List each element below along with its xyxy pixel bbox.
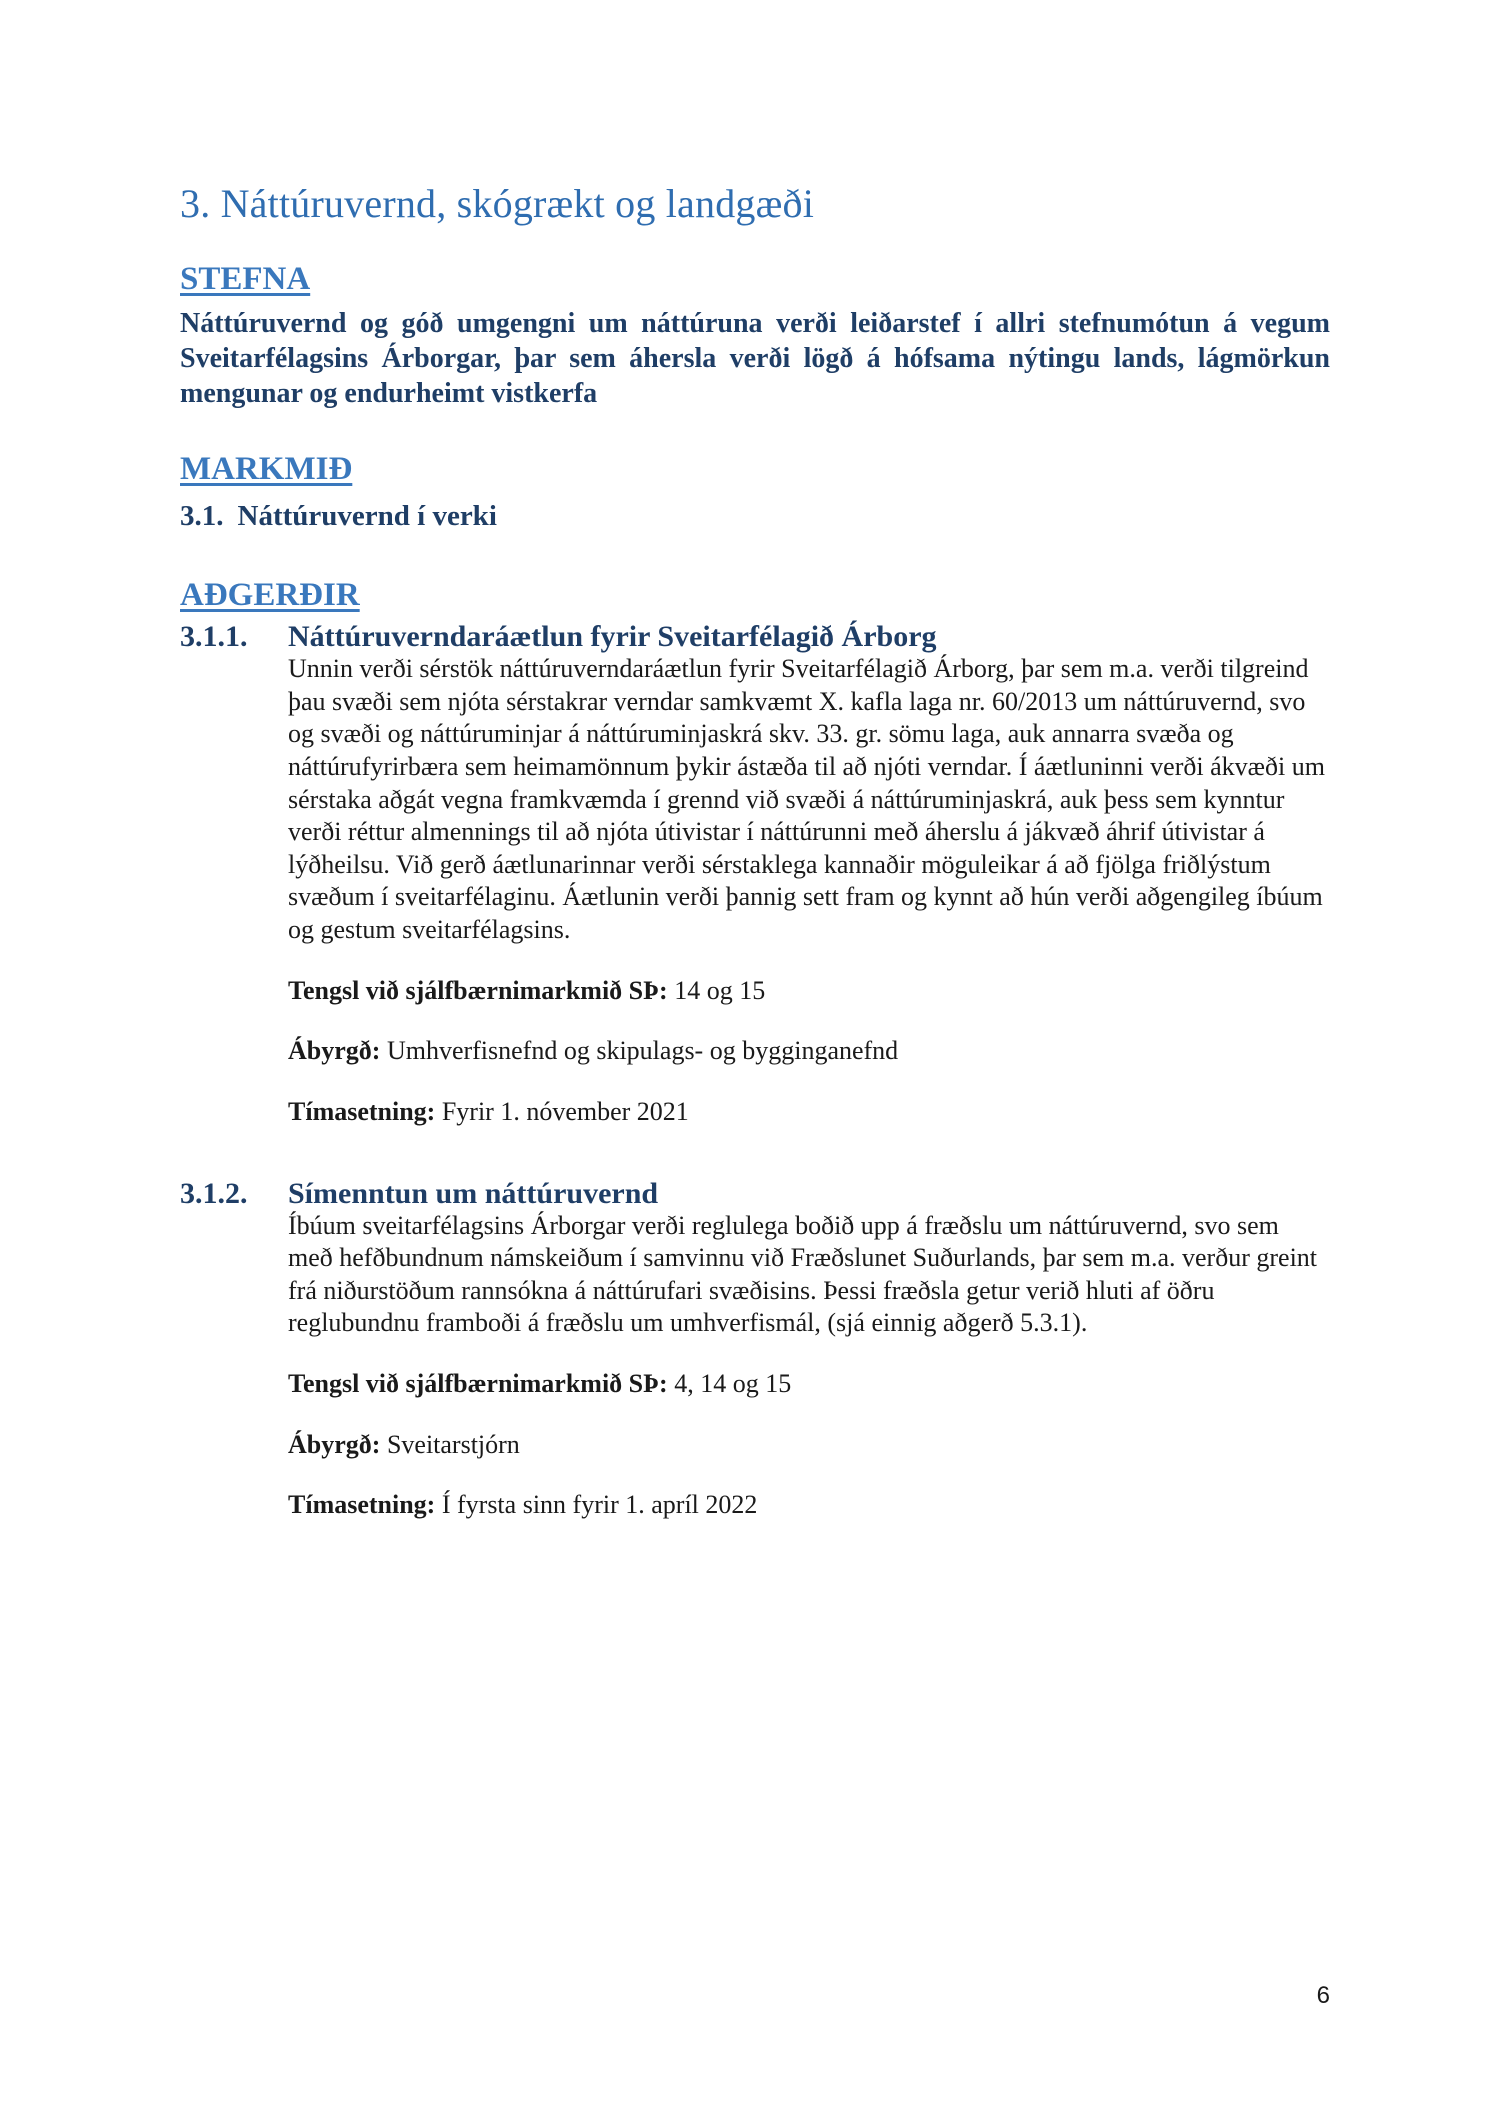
action-item — [180, 1177, 1330, 1522]
timing-line — [288, 1489, 1330, 1522]
chapter-title: 3. Náttúruvernd, skógrækt og landgæði — [180, 181, 815, 226]
action-body — [288, 653, 1330, 1129]
sdg-link-label: Tengsl við sjálfbærnimarkmið SÞ: — [288, 1369, 668, 1398]
adgerdir-section — [180, 577, 1330, 1522]
action-title: Náttúruverndaráætlun fyrir Sveitarfélagið Árborg — [288, 620, 937, 653]
responsibility-line — [288, 1429, 1330, 1462]
sdg-link-label: Tengsl við sjálfbærnimarkmið SÞ: — [288, 975, 668, 1005]
timing-value: Fyrir 1. nóvember 2021 — [435, 1096, 689, 1126]
action-item — [180, 620, 1330, 1129]
action-heading — [180, 1177, 1330, 1210]
stefna-text: Náttúruvernd og góð umgengni um náttúruna verði leiðarstef í allri stefnumótun á vegum Sveitarfélagsins Árborgar, þar sem áhersla verði lögð á hófsama nýtingu lands, lágmörkun mengunar og endurheimt vistkerfa — [180, 308, 1330, 409]
action-heading — [180, 620, 1330, 653]
responsibility-value: Sveitarstjórn — [380, 1429, 520, 1459]
action-title: Símenntun um náttúruvernd — [288, 1176, 659, 1210]
adgerdir-heading: AÐGERÐIR — [180, 577, 360, 613]
timing-label: Tímasetning: — [288, 1096, 436, 1126]
goal-title: Náttúruvernd í verki — [237, 500, 497, 532]
document-page — [180, 180, 1330, 1522]
page-number: 6 — [1316, 1982, 1330, 2009]
sdg-link-value: 14 og 15 — [667, 975, 766, 1005]
action-number: 3.1.2. — [180, 1176, 248, 1210]
stefna-section — [180, 261, 1330, 411]
timing-label: Tímasetning: — [288, 1490, 436, 1520]
action-text: Íbúum sveitarfélagsins Árborgar verði reglulega boðið upp á fræðslu um náttúruvernd, svo sem með hefðbundnum námskeiðum í samvinnu við Fræðslunet Suðurlands, þar sem m.a. verður greint frá niðurstöðum rannsókna á náttúrufari svæðisins. Þessi fræðsla getur verið hluti af öðru reglubundnu framboði á fræðslu um umhverfismál, (sjá einnig aðgerð 5.3.1). — [288, 1210, 1318, 1338]
markmid-section — [180, 451, 1330, 533]
sdg-link-line — [288, 1368, 1330, 1401]
timing-line — [288, 1096, 1330, 1129]
goal-heading — [180, 500, 1330, 533]
action-text: Unnin verði sérstök náttúruverndaráætlun fyrir Sveitarfélagið Árborg, þar sem m.a. verði tilgreind þau svæði sem njóta sérstakrar verndar samkvæmt X. kafla laga nr. 60/2013 um náttúruvernd, svo og svæði og náttúruminjar á náttúruminjaskrá skv. 33. gr. sömu laga, auk annarra svæða og náttúrufyrirbæra sem heimamönnum þykir ástæða til að njóti verndar. Í áætluninni verði ákvæði um sérstaka aðgát vegna framkvæmda í grennd við svæði á náttúruminjaskrá, auk þess sem kynntur verði réttur almennings til að njóta útivistar í náttúrunni með áherslu á jákvæð áhrif útivistar á lýðheilsu. Við gerð áætlunarinnar verði sérstaklega kannaðir möguleikar á að fjölga friðlýstum svæðum í sveitarfélaginu. Áætlunin verði þannig sett fram og kynnt að hún verði aðgengileg íbúum og gestum sveitarfélagsins. — [288, 654, 1325, 944]
stefna-heading: STEFNA — [180, 261, 311, 297]
responsibility-label: Ábyrgð: — [288, 1429, 381, 1459]
markmid-heading: MARKMIÐ — [180, 451, 353, 487]
sdg-link-line — [288, 975, 1330, 1008]
responsibility-label: Ábyrgð: — [288, 1036, 381, 1066]
action-body — [288, 1210, 1330, 1522]
action-number: 3.1.1. — [180, 620, 248, 653]
goal-number: 3.1. — [180, 500, 224, 532]
responsibility-value: Umhverfisnefnd og skipulags- og bygginganefnd — [380, 1036, 899, 1066]
responsibility-line — [288, 1035, 1330, 1068]
sdg-link-value: 4, 14 og 15 — [667, 1369, 792, 1398]
timing-value: Í fyrsta sinn fyrir 1. apríl 2022 — [435, 1490, 758, 1520]
